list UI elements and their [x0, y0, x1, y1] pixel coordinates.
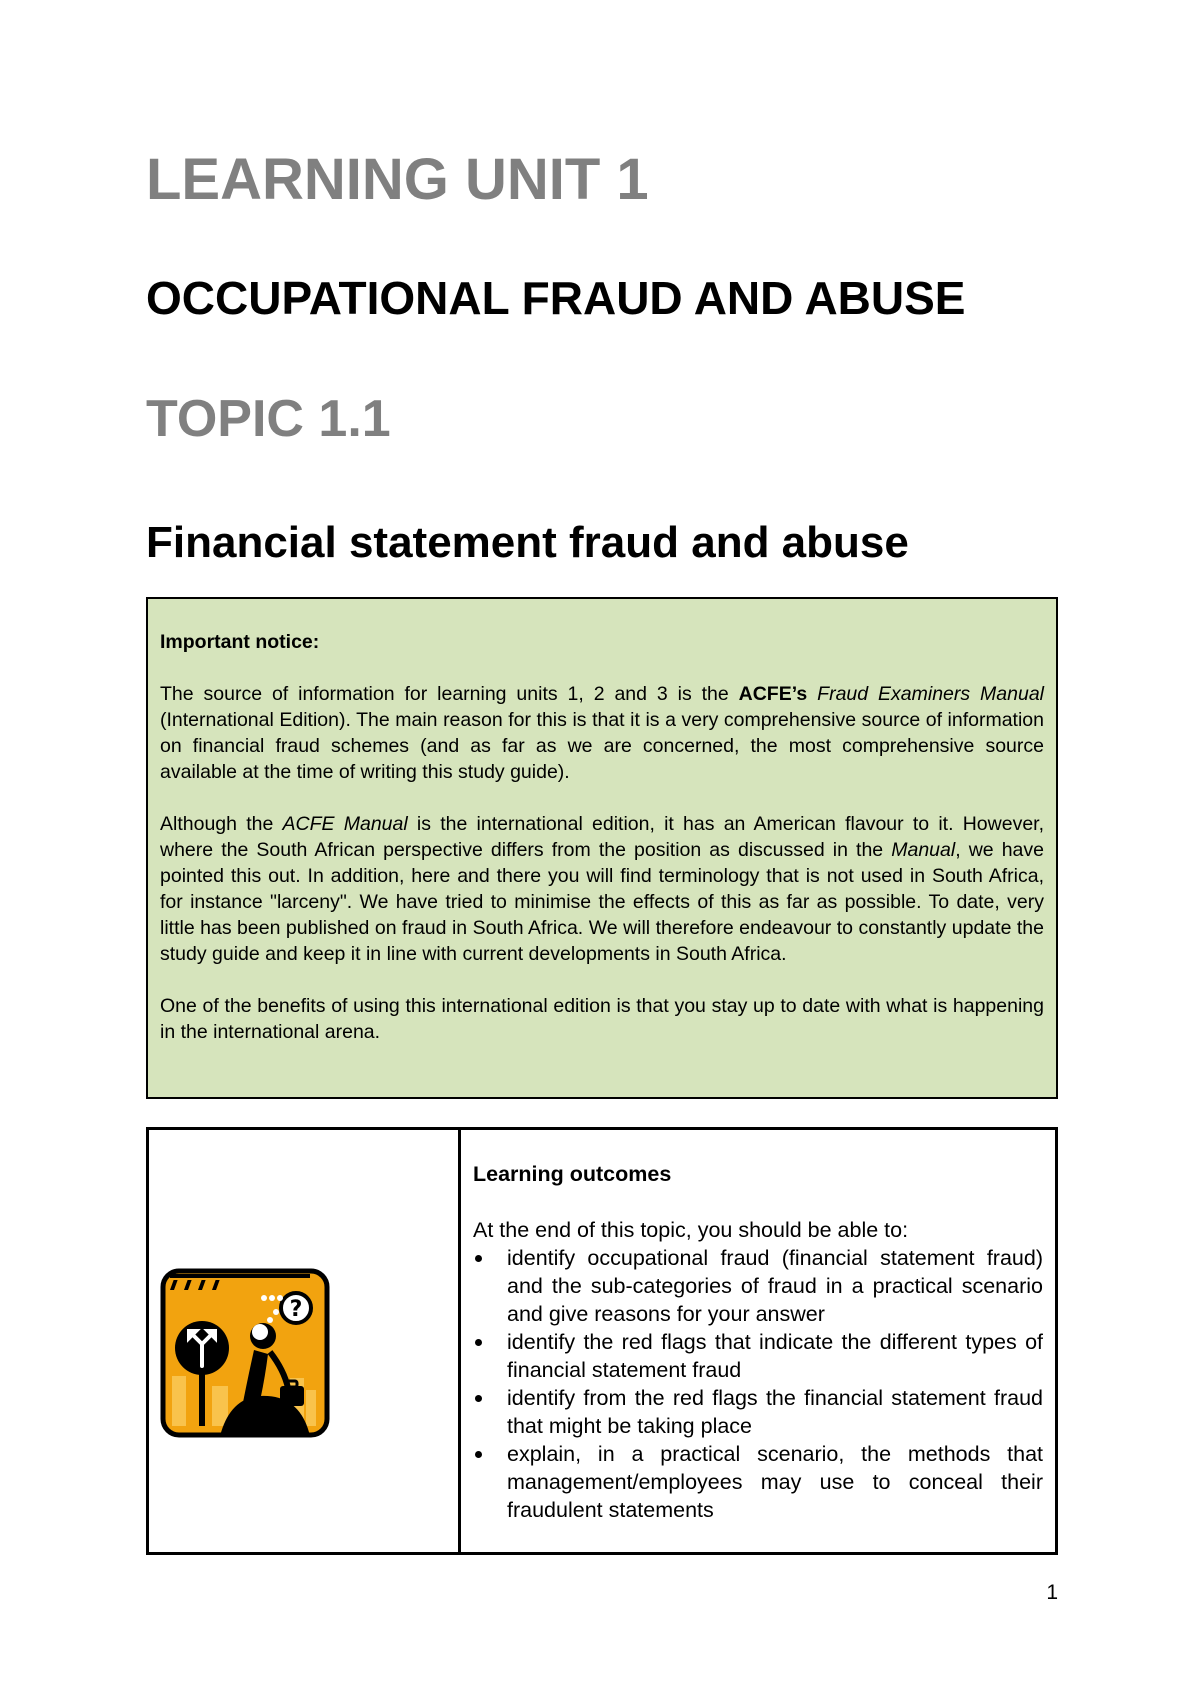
notice-p1-text-2: (International Edition). The main reason for this is that it is a very comprehensive source of information on financial fraud schemes (and as far as we are concerned, the most comprehensive source available at the time of writing this study guide). — [160, 709, 1044, 783]
unit-subtitle: OCCUPATIONAL FRAUD AND ABUSE — [146, 272, 966, 324]
notice-heading: Important notice: — [160, 631, 320, 653]
icon-cell — [149, 1130, 461, 1552]
notice-p1-bold: ACFE’s — [738, 683, 808, 705]
topic-title: TOPIC 1.1 — [146, 390, 391, 448]
notice-paragraph-2 — [160, 811, 1044, 967]
outcome-item: identify occupational fraud (financial statement fraud) and the sub-categories of fraud in a practical scenario and give reasons for your answer — [507, 1246, 1043, 1326]
outcome-item: identify the red flags that indicate the different types of financial statement fraud — [507, 1330, 1043, 1382]
notice-p2-italic-2: Manual — [891, 839, 956, 861]
notice-p2-text-3: , we have pointed this out. In addition, here and there you will find terminology that is not used in South Africa, for instance "larceny". We have tried to minimise the effects of this as far as possible. To date, very little has been published on fraud in South Africa. We will therefore endeavour to constantly update the study guide and keep it in line with current developments in South Africa. — [160, 839, 1044, 965]
notice-p2-italic: ACFE Manual — [282, 813, 408, 835]
notice-p2-text: Although the — [160, 813, 283, 835]
notice-paragraph-1 — [160, 681, 1044, 785]
page-number: 1 — [1046, 1581, 1058, 1604]
notice-p1-text: The source of information for learning units 1, 2 and 3 is the — [160, 683, 739, 705]
notice-p2-text-2: is the international edition, it has an American flavour to it. However, where the South African perspective differs from the position as discussed in the — [160, 813, 1045, 861]
notice-p1-italic: Fraud Examiners Manual — [817, 683, 1044, 705]
outcome-item: identify from the red flags the financial statement fraud that might be taking place — [507, 1386, 1043, 1438]
important-notice-box — [146, 597, 1058, 1099]
notice-paragraph-3: One of the benefits of using this international edition is that you stay up to date with what is happening in the international arena. — [160, 995, 1044, 1043]
outcomes-list — [473, 1244, 1043, 1524]
outcomes-text-cell — [461, 1130, 1055, 1552]
svg-text:?: ? — [289, 1297, 303, 1322]
outcomes-heading: Learning outcomes — [473, 1162, 672, 1186]
notice-p1-space — [807, 683, 817, 705]
unit-title: LEARNING UNIT 1 — [146, 147, 649, 212]
learning-outcomes-table — [146, 1127, 1058, 1555]
topic-subtitle: Financial statement fraud and abuse — [146, 518, 909, 567]
outcomes-intro: At the end of this topic, you should be able to: — [473, 1218, 909, 1242]
outcome-item: explain, in a practical scenario, the methods that management/employees may use to conceal their fraudulent statements — [507, 1442, 1043, 1522]
decision-person-icon — [160, 1268, 330, 1438]
